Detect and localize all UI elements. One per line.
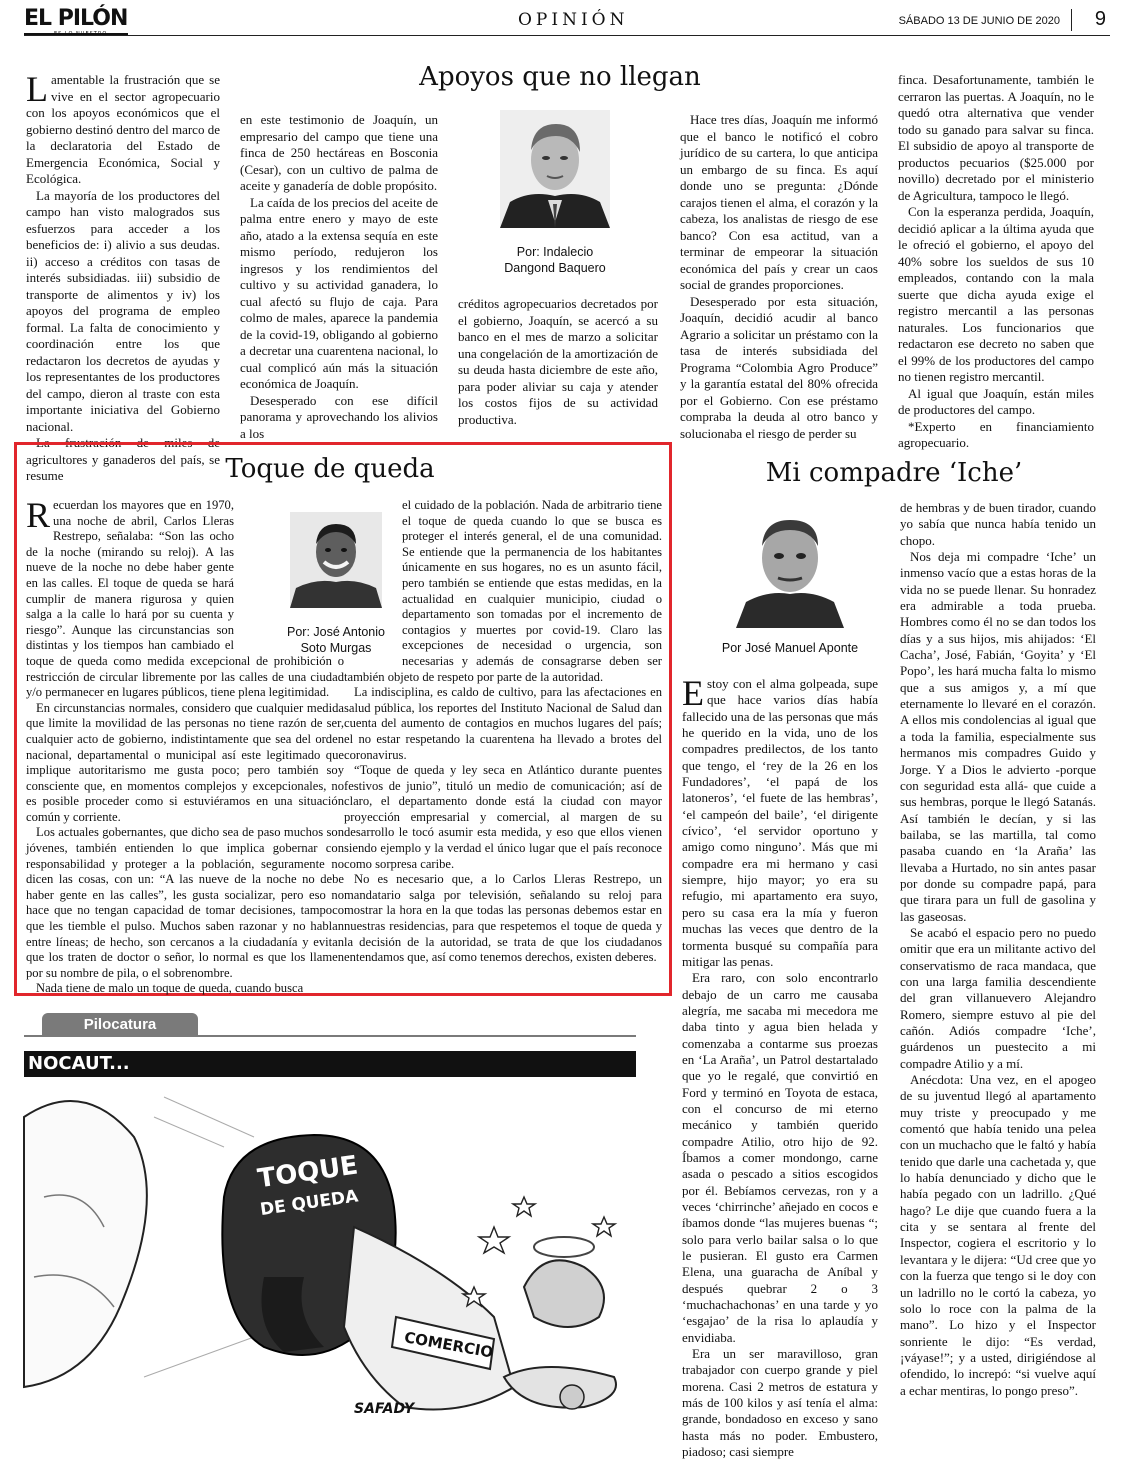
- article-column: [900, 500, 1096, 1416]
- paragraph: La indisciplina, es caldo de cultivo, para las afectaciones en salud pública, los reportes del Instituto Nacional de Salud dan cuenta del aumento de contagios en muchos lugares del país; el no estar respetando la cuarentena ha llevado a brotes del coronavirus.: [344, 685, 662, 762]
- article-headline-toque: Toque de queda: [225, 454, 435, 484]
- article-column: [680, 112, 878, 441]
- cartoon-title-bar: [24, 1051, 636, 1077]
- paragraph: La mayoría de los productores del campo han visto malogrados sus esfuerzos para acceder a los beneficios de: i) alivio a sus deudas. ii) acceso a créditos con tasas de interés subsidiadas. iii) subsidio de transporte de alimentos y iv) los apoyos del programa de empleo formal. La falta de conocimiento y coordinación entre los que redactaron los decretos de ayudas y los representantes de los productores del campo, dieron al traste con esta importante iniciativa del Gobierno nacional.: [26, 187, 220, 434]
- paragraph: La caída de los precios del aceite de palma entre enero y mayo de este año, atado a la extensa sequía en este mismo período, redujeron los ingresos y los rendimientos del cultivo y su actividad ganadera, lo cual afectó su flujo de caja. Para colmo de males, aparece la pandemia de la covid-19, obligando al gobierno a decretar una cuarentena nacional, lo cual complicó aún más la situación económica de Joaquín.: [240, 194, 438, 391]
- section-tab-label: Pilocatura: [83, 1016, 157, 1033]
- paragraph: En circunstancias normales, considero que cualquier medida que limite la movilidad de las personas no tiene razón de ser, cualquier acto de gobierno, indistintamente que sea del orden nacional, departamental o municipal así este legitimado que implique autoritarismo me gusta poco; pero también soy consciente que, en momentos complejos y excepcionales, no es posible proceder como si estuviéramos en una situación común y corriente.: [26, 700, 344, 824]
- paragraph: No es necesario que, a lo Carlos Lleras Restrepo, un mandatario salga por televisión, señalando su reloj para mostrar la hora en la que todas las personas debemos estar en nuestras residencias, para que respetemos el toque de queda y la decisión de la autoridad, se trata de que los ciudadanos entendamos que, así como tenemos derechos, existen deberes.: [344, 872, 662, 965]
- paragraph: La frustración de miles de agricultores y ganaderos del país, se resume: [26, 435, 220, 483]
- paragraph: Era raro, con solo encontrarlo debajo de un carro me causaba alegría, me sacaba mi mecedora me daba tinto y agua bien helada y comenzaba a contarme sus proezas en ‘La Araña’, un Patrol destartalado que yo le regalé, que convirtió en Ford y terminó en Toyota de estaca, con el concurso de mi eterno mecánico y también querido compadre Atilio, otro hijo de 92. Íbamos a comer mondongo, carne asada o pescado a sitios escogidos por él. Bebíamos cervezas, ron y a veces ‘chirrinche’ añejado en cocos e íbamos donde “las mujeres buenas “; solo para verlo bailar salsa o lo que le pusieran. El gusto era Carmen Elena, una guaracha de Aníbal y después quebrar 2 o 3 ‘muchachachonas’ en una tarde y yo ‘esgajao’ de la risa lo aplaudía y envidiaba.: [682, 970, 878, 1345]
- article-headline-apoyos: Apoyos que no llegan: [419, 62, 701, 92]
- portrait-illustration: [730, 502, 850, 628]
- paragraph: Era un ser maravilloso, gran trabajador con cuerpo grande y piel morena. Casi 2 metros de estatura y más de 100 kilos y así tenía el alma: grande, bondadoso en exceso y sano hasta más no poder. Embustero, piadoso; casi siempre: [682, 1346, 878, 1460]
- article-headline-compadre: Mi compadre ‘Iche’: [765, 458, 1023, 488]
- paragraph: créditos agropecuarios decretados por el gobierno, Joaquín, se acercó a su banco en el mes de marzo a solicitar una congelación de la amortización de su deuda hasta diciembre de este año, para poder aliviar su caja y atender los costos fijos de su actividad productiva.: [458, 296, 658, 427]
- article-column: [458, 296, 658, 430]
- byline-line: Soto Murgas: [300, 641, 372, 655]
- article-column: [344, 498, 662, 986]
- article-column: [26, 69, 220, 483]
- article-column: [898, 72, 1094, 450]
- glove-text-1: TOQUE: [255, 1150, 360, 1195]
- paragraph: Recuerdan los mayores que en 1970, una noche de abril, Carlos Lleras Restrepo, señalaba: “Son las ocho de la noche (mirando su reloj). A las nueve de la noche no debe haber gente en las calles. El toque de queda se hará cumplir de manera rigurosa y quien salga a la calle lo hará por su cuenta y riesgo”. Aunque las circunstancias son distintas y los tiempos han cambiado el toque de queda como medida excepcional de prohibición o restricción de circular libremente por las calles de una ciudad y/o permanecer en lugares públicos, tiene plena legitimidad.: [26, 495, 344, 700]
- issue-date: SÁBADO 13 DE JUNIO DE 2020: [898, 15, 1060, 27]
- paragraph: de hembras y de buen tirador, cuando yo sabía que nunca había tenido un chopo.: [900, 500, 1096, 548]
- page-number: 9: [1094, 8, 1106, 30]
- paragraph: Se acabó el espacio pero no puedo omitir que era un militante activo del conservatismo de raca mandaca, que con una larga familia descendiente del gran villanuevero Alejandro Romero, siempre estuvo al pie del cañón. Adiós compadre ‘Iche’, guárdenos un puestecito a mi compadre Atilio y a mí.: [900, 924, 1096, 1071]
- paragraph: Estoy con el alma golpeada, supe que hace varios días había fallecido una de las personas que más he querido en la vida, uno de los compadres predilectos, de los tanto que tengo, el ‘rey de la 26 en los Fundadores’, ‘el papá de los latoneros’, ‘el fuete de las hembras’, ‘el campeón del baile’, ‘el dirigente cívico’, ‘el servidor oportuno y amigo como ninguno’. Más que mi compadre era mi hermano y casi siempre, hijo mayor; yo era su refugio, mi apartamento era suyo, pero su casa era la mía y fueron muchas las veces que dentro de la tormenta busqué su compañía para mitigar las penas.: [682, 673, 878, 969]
- paragraph: Al igual que Joaquín, están miles de productores del campo.: [898, 385, 1094, 417]
- header-divider: [1071, 9, 1072, 31]
- section-title: OPINIÓN: [518, 10, 629, 30]
- portrait-illustration: [500, 110, 610, 228]
- arm-label: COMERCIO: [402, 1328, 495, 1362]
- paragraph: *Experto en financiamiento agropecuario.: [898, 418, 1094, 450]
- byline-line: Por: Indalecio: [516, 245, 594, 259]
- tab-underline: [24, 1035, 636, 1037]
- byline-line: Por: José Antonio: [287, 625, 385, 639]
- section-tab-pilocatura: [42, 1013, 198, 1037]
- author-photo-indalecio: [500, 110, 610, 228]
- paragraph: Desesperado con ese difícil panorama y aprovechando los alivios a los: [240, 392, 438, 441]
- paragraph: “Toque de queda y ley seca en Atlántico durante puentes festivos de junio”, tituló un medio de comunicación; así de claro, el departamento donde está la ciudad con mayor proyección empresarial y comercial, al margen de su desarrollo le tocó asumir esta medida, y eso que ellos vienen siendo ejemplo y la verdad el único lugar que el país reconoce como sorpresa caribe.: [344, 763, 662, 871]
- paragraph: Desesperado por esta situación, Joaquín, decidió acudir al banco Agrario a solicitar un préstamo con la tasa de interés subsidiada del Programa “Colombia Agro Produce” y la garantía estatal del 80% ofrecida por el Gobierno. Con ese préstamo compraba la deuda al otro banco y solucionaba el riesgo de perder su: [680, 293, 878, 441]
- author-byline: [490, 244, 620, 276]
- paragraph: finca. Desafortunamente, también le cerraron las puertas. A Joaquín, no le quedó otra alternativa que vender todo su ganado para salvar su finca. El subsidio de apoyo al transporte de productos pecuarios ($25.000 por novillo) decretado por el ministerio de Agricultura, tampoco le llegó.: [898, 72, 1094, 203]
- paragraph: Nos deja mi compadre ‘Iche’ un inmenso vacío que a estas horas de la vida no se puede llenar. Su honradez era admirable a toda prueba. Hombres como él no se dan todos los días y a sus hijos, mis ahijados: ‘El Cacha’, José, Fabián, ‘Goyita’ y ‘El Popo’, les hará mucha falta lo mismo que a sus amigos y, a mí que eternamente lo llevaré en el corazón. A ellos mis condolencias al igual que a toda la familia, especialmente sus hermanos mis compadres Guido y Jorge. Y a Dios le advierto -porque con seguridad esta allá- que cuide a sus hembras, porque le llegó Satanás. Así también le decían, y si las bailaba, se las martilla, tal como pasaba cuando en ‘la Araña’ las llevaba a Hurtado, no sin antes pasar por donde su compadre papá, para que tirara para un full de gasolina y las gaseosas.: [900, 549, 1096, 924]
- newspaper-logo: EL PILÓN: [24, 6, 128, 31]
- cartoon-title: NOCAUT...: [28, 1053, 130, 1074]
- article-column: [682, 673, 878, 1460]
- paragraph: Nada tiene de malo un toque de queda, cuando busca: [36, 981, 304, 996]
- paragraph: Con la esperanza perdida, Joaquín, decidió aplicar a la última ayuda que le ofreció el gobierno, el apoyo del 40% sobre los sueldos de sus 10 empleados, contando con la mala suerte que dicha ayuda exige el registro mercantil a las personas naturales. Los funcionarios que redactaron ese decreto no saben que el 99% de los productores del campo no tienen registro mercantil.: [898, 204, 1094, 384]
- author-byline: Por José Manuel Aponte: [721, 641, 859, 655]
- paragraph: el cuidado de la población. Nada de arbitrario tiene el toque de queda cuando lo que se busca es proteger el interés general, el de una comunidad. Se entiende que la permanencia de los habitantes únicamente en sus hogares, no es un asunto fácil, pero también se entiende que estas medidas, en la actualidad en cualquier municipio, ciudad o departamento son tomadas por el incremento de contagios y muertes por covid-19. Claro las excepciones de necesidad o urgencia, son necesarias y además de consagrarse deben ser también objeto de respeto por parte de la autoridad.: [344, 498, 662, 684]
- author-photo-aponte: [730, 502, 850, 628]
- article-column: [240, 112, 438, 441]
- byline-line: Dangond Baquero: [504, 261, 606, 275]
- glove-text-2: DE QUEDA: [258, 1186, 360, 1221]
- logo-tagline: ES LO NUESTRO: [54, 31, 108, 37]
- paragraph: Hace tres días, Joaquín me informó que el banco le notificó el cobro jurídico de su cartera, lo que anticipa un embargo de su finca. Es aquí donde uno se pregunta: ¿Dónde carajos tienen el alma, el corazón y la cabeza, los analistas de riesgo de ese banco? Con esa actitud, van a terminar de empeorar la situación económica del país y crear un caos social de grandes proporciones.: [680, 112, 878, 292]
- paragraph: Anécdota: Una vez, en el apogeo de su juventud llegó al apartamento muy triste y preocupado y me comentó que había tenido una pelea con un muchacho que le faltó y había tenido que darle una cachetada y, que lo había denunciado y dicho que le había pegado con un ladrillo. ¿Qué hago? Le dije que cuando fuera a la cita y se sentara al frente del Inspector, cogiera el escritorio y lo levantara y le dijera: “Ud cree que yo con la fuerza que tengo si le doy con un ladrillo no le cortó la cabeza, yo solo lo roce con la palma de la mano”. Lo hizo y el Inspector sonriente le dijo: “Es verdad, ¡váyase!”; y a usted, dirigiéndose al ofendido, lo increpó: “si vuelve aquí a echar mentiras, lo pongo preso”.: [900, 1072, 1096, 1398]
- paragraph: en este testimonio de Joaquín, un empresario del campo que tiene una finca de 250 hectáreas en Bosconia (Cesar), con un cultivo de palma de aceite y ganadería de doble propósito.: [240, 112, 438, 193]
- masthead: [24, 6, 1110, 36]
- cartoon-illustration: [24, 1077, 636, 1425]
- paragraph: Los actuales gobernantes, que dicho sea de paso muchos son jóvenes, también entienden lo que implica gobernar con responsabilidad y proteger a la población, seguramente no dicen las cosas, con un: “A las nueve de la noche no debe haber gente en las calles”, les gusta socializar, pero eso no hace que no tengan capacidad de tomar decisiones, tampoco que les tiemble el pulso. Muchos saben razonar y no hablan entre líneas; de hecho, son cercanos a la ciudadanía y evitan que los traten de doctor o señor, lo normal es que los llamen por su nombre de pila, o el sobrenombre.: [26, 825, 344, 980]
- cartoonist-signature: SAFADY: [354, 1401, 415, 1417]
- paragraph: Lamentable la frustración que se vive en el sector agropecuario con los apoyos económicos que el gobierno destinó dentro del marco de la declaratoria del Estado de Emergencia Económica, Social y Ecológica.: [26, 69, 220, 186]
- photo-float-space: [344, 498, 402, 666]
